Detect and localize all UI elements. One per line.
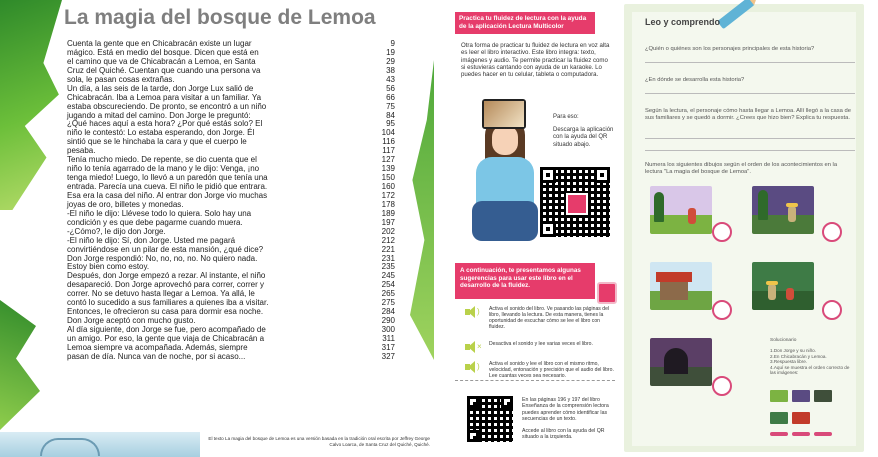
word-count: 197: [381, 217, 395, 227]
story-line: Don Jorge aceptó con mucho gusto. 290: [67, 316, 395, 326]
story-line: el camino que va de Chicabracán a Lemoa, en Santa 29: [67, 56, 395, 66]
divider: [455, 380, 615, 383]
answer-line[interactable]: [645, 62, 855, 63]
question-4: Numera los siguientes dibujos según el orden de los acontecimientos en la lectura "La magia del bosque de Lemoa".: [645, 162, 838, 175]
word-count: 29: [386, 56, 395, 66]
word-count: 231: [381, 253, 395, 263]
fluency-intro: Otra forma de practicar tu fluidez de lectura en voz alta es leer el libro interactivo. Este libro integra: texto, imágenes y audio. Te permite practicar la fluidez como si estuvieras cantando con ayuda de un karaoke. Lo puedes hacer en tu celular, tableta o computadora.: [461, 42, 610, 79]
story-line: ¿Qué haces aquí a esta hora? ¿Por qué estás solo? El 95: [67, 119, 395, 129]
story-line: desapareció. Don Jorge aprovechó para correr, correr y 254: [67, 280, 395, 290]
word-count: 150: [381, 173, 395, 183]
tip-read-along: ) Activa el sonido y lee el libro con el mismo ritmo, velocidad, entonación y precisión que el audio del libro. Lee cuantas veces sea necesario.: [465, 361, 615, 383]
word-count: 95: [386, 119, 395, 129]
question-1: ¿Quién o quiénes son los personajes principales de esta historia?: [645, 46, 815, 52]
tip-sound-off: × Desactiva el sonido y lee varias veces el libro.: [465, 341, 615, 355]
word-count: 275: [381, 298, 395, 308]
scene-house: [650, 262, 712, 310]
story-text: [67, 40, 407, 362]
story-line: Cuenta la gente que en Chicabracán existe un lugar 9: [67, 39, 395, 48]
story-line: sola, le pasan cosas extrañas. 43: [67, 74, 395, 84]
story-line: Estoy bien como estoy. 235: [67, 262, 395, 272]
word-count: 117: [382, 146, 395, 156]
solution-thumbnail: [792, 390, 810, 402]
word-count: 116: [382, 137, 395, 147]
question-2: ¿En dónde se desarrolla esta historia?: [645, 77, 745, 83]
word-count: 235: [381, 262, 395, 272]
story-line: contó lo sucedido a sus familiares a quienes iba a visitar. 275: [67, 298, 395, 308]
story-line: niño lo tenía agarrado de la mano y le dijo: Venga, ¡no 139: [67, 164, 395, 174]
story-line: Chicabracán. Iba a Lemoa para visitar a un familiar. Ya 66: [67, 92, 395, 102]
activity-title: Leo y comprendo: [645, 17, 721, 27]
story-title: La magia del bosque de Lemoa: [64, 6, 376, 29]
story-line: Al día siguiente, don Jorge se fue, pero acompañado de 300: [67, 325, 395, 334]
word-count: 265: [381, 289, 395, 299]
story-line: estaba obscureciendo. De pronto, se encontró a un niño 75: [67, 101, 395, 111]
word-count: 317: [381, 342, 395, 352]
story-line: jugando a mitad del camino. Don Jorge le preguntó: 84: [67, 110, 395, 120]
story-line: condición y es que debe pagarme cuando muera. 197: [67, 217, 395, 227]
word-count: 56: [386, 83, 395, 93]
word-count: 160: [381, 182, 395, 191]
question-3: Según la lectura, el personaje cómo hasta llegar a Lemoa. Allí llegó a la casa de sus familiares y se quedó a dormir. ¿Crees que hizo bien? Explica tu respuesta.: [645, 108, 851, 121]
word-count: 212: [381, 235, 395, 245]
word-count: 127: [381, 155, 395, 165]
word-count: 245: [381, 271, 395, 281]
story-line: Lemoa siempre va acompañada. Además, siempre 317: [67, 342, 395, 352]
solution-thumbnail: [770, 412, 788, 424]
story-line: Don Jorge respondió: No, no, no, no. No quiero nada. 231: [67, 253, 395, 263]
word-count: 66: [386, 92, 395, 102]
story-line: Después, don Jorge empezó a rezar. Al instante, el niño 245: [67, 271, 395, 281]
solution-thumbnail: [792, 412, 810, 424]
story-line: entrada. Parecía una cueva. El niño le pidió que entrara. 160: [67, 182, 395, 191]
scene-cave: [650, 338, 712, 386]
story-line: convirtiéndose en un pilar de esta mansión, ¿qué dice? 221: [67, 244, 395, 254]
girl-with-tablet-illustration: [470, 97, 538, 247]
word-count: 300: [381, 325, 395, 334]
tablet-icon: [482, 99, 526, 129]
story-line: -El niño le dijo: Sí, don Jorge. Usted me pagará 212: [67, 235, 395, 245]
number-circle[interactable]: [712, 300, 732, 320]
download-instructions: Para eso: Descarga la aplicación con la ayuda del QR situado abajo.: [553, 114, 614, 148]
word-count: 284: [381, 307, 395, 317]
answer-line[interactable]: [645, 150, 855, 151]
story-line: pesaba. 117: [67, 146, 395, 156]
number-circle[interactable]: [712, 222, 732, 242]
solution-thumbnail: [770, 390, 788, 402]
tip-sound-on: ) Activa el sonido del libro. Ve pasando las páginas del libro, llevando la lectura. De esta manera, tienes la oportunidad de escuchar cómo se lee el libro con fluidez.: [465, 306, 615, 332]
story-line: -El niño le dijo: Llévese todo lo quiera. Solo hay una 189: [67, 208, 395, 218]
solution-title: Solucionario: [770, 338, 797, 343]
word-count: 75: [386, 101, 395, 111]
word-count: 327: [381, 351, 395, 361]
word-count: 254: [381, 280, 395, 290]
story-line: Esa era la casa del niño. Al entrar don Jorge vio muchas 172: [67, 190, 395, 200]
word-count: 104: [381, 128, 395, 138]
answer-line[interactable]: [645, 93, 855, 94]
scene-boy-on-road: [650, 186, 712, 234]
word-count: 311: [382, 333, 395, 343]
word-count: 19: [386, 47, 395, 57]
word-count: 43: [386, 74, 395, 84]
app-logo-icon: [566, 193, 588, 215]
story-line: tenga miedo! Luego, lo llevó a un paredón que tenía una 150: [67, 173, 395, 183]
leaf-decoration-top: [0, 0, 62, 210]
reference-note: En las páginas 196 y 197 del libro Enseñanza de la comprensión lectora puedes aprender cómo identificar las secuencias de un texto. Accede al libro con la ayuda del QR situado a la izquierda.: [522, 397, 609, 441]
story-line: mágico. Está en medio del bosque. Dicen que está en 19: [67, 47, 395, 57]
book-app-icon: [597, 282, 617, 304]
solution-marker: [792, 432, 810, 436]
book-qr-code[interactable]: [467, 396, 513, 442]
scene-man-in-forest: [752, 186, 814, 234]
solution-list: 1.Don Jorge y su niño. 2.En Chicabracán y Lemoa. 3.Respuesta libre. 4.Aquí se muestra el orden correcto de las imágenes:: [770, 348, 850, 376]
story-line: sintió que se le hinchaba la cara y que el cuerpo le 116: [67, 137, 395, 147]
story-line: un amigo. Por eso, la gente que viaja de Chicabracán a 311: [67, 333, 395, 343]
story-credit: El texto La magia del bosque de Lemoa es una versión basada en la tradición oral escrita por Jeffrey George Calvo Loarca, de Santa Cruz del Quiché, Quiché.: [208, 436, 430, 447]
story-line: -¿Cómo?, le dijo don Jorge. 202: [67, 226, 395, 236]
solution-marker: [814, 432, 832, 436]
scene-man-and-boy-night: [752, 262, 814, 310]
suggestions-banner: A continuación, te presentamos algunas sugerencias para usar este libro en el desarrollo de la fluidez.: [455, 263, 595, 299]
solution-thumbnail: [814, 390, 832, 402]
word-count: 189: [381, 208, 395, 218]
leaf-decoration-right: [410, 60, 434, 360]
word-count: 178: [381, 199, 395, 209]
word-count: 290: [381, 316, 395, 326]
number-circle[interactable]: [822, 300, 842, 320]
story-line: Un día, a las seis de la tarde, don Jorge Lux salió de 56: [67, 83, 395, 93]
word-count: 139: [381, 164, 395, 174]
number-circle[interactable]: [822, 222, 842, 242]
word-count: 38: [386, 65, 395, 75]
story-line: correr. No se detuvo hasta llegar a Lemoa. Ya allá, le 265: [67, 289, 395, 299]
solution-marker: [770, 432, 788, 436]
answer-line[interactable]: [645, 138, 855, 139]
word-count: 221: [381, 244, 395, 254]
word-count: 202: [381, 226, 395, 236]
word-count: 172: [381, 190, 395, 200]
open-book-illustration: [0, 432, 200, 457]
story-line: Cruz del Quiché. Cuentan que cuando una persona va 38: [67, 65, 395, 75]
story-line: niño le contestó: Lo estaba esperando, don Jorge. Él 104: [67, 128, 395, 138]
word-count: 9: [390, 39, 395, 48]
story-line: Entonces, le ofrecieron su casa para dormir esa noche. 284: [67, 307, 395, 317]
story-line: joyas de oro, billetes y monedas. 178: [67, 199, 395, 209]
app-qr-code[interactable]: [540, 167, 610, 237]
story-line: Tenía mucho miedo. De repente, se dio cuenta que el 127: [67, 155, 395, 165]
number-circle[interactable]: [712, 376, 732, 396]
leaf-decoration-bottom: [0, 300, 40, 430]
story-line: pasan de día. Nunca van de noche, por si acaso... 327: [67, 351, 395, 361]
word-count: 84: [386, 110, 395, 120]
fluency-banner: Practica tu fluidez de lectura con la ayuda de la aplicación Lectura Multicolor: [455, 12, 595, 34]
